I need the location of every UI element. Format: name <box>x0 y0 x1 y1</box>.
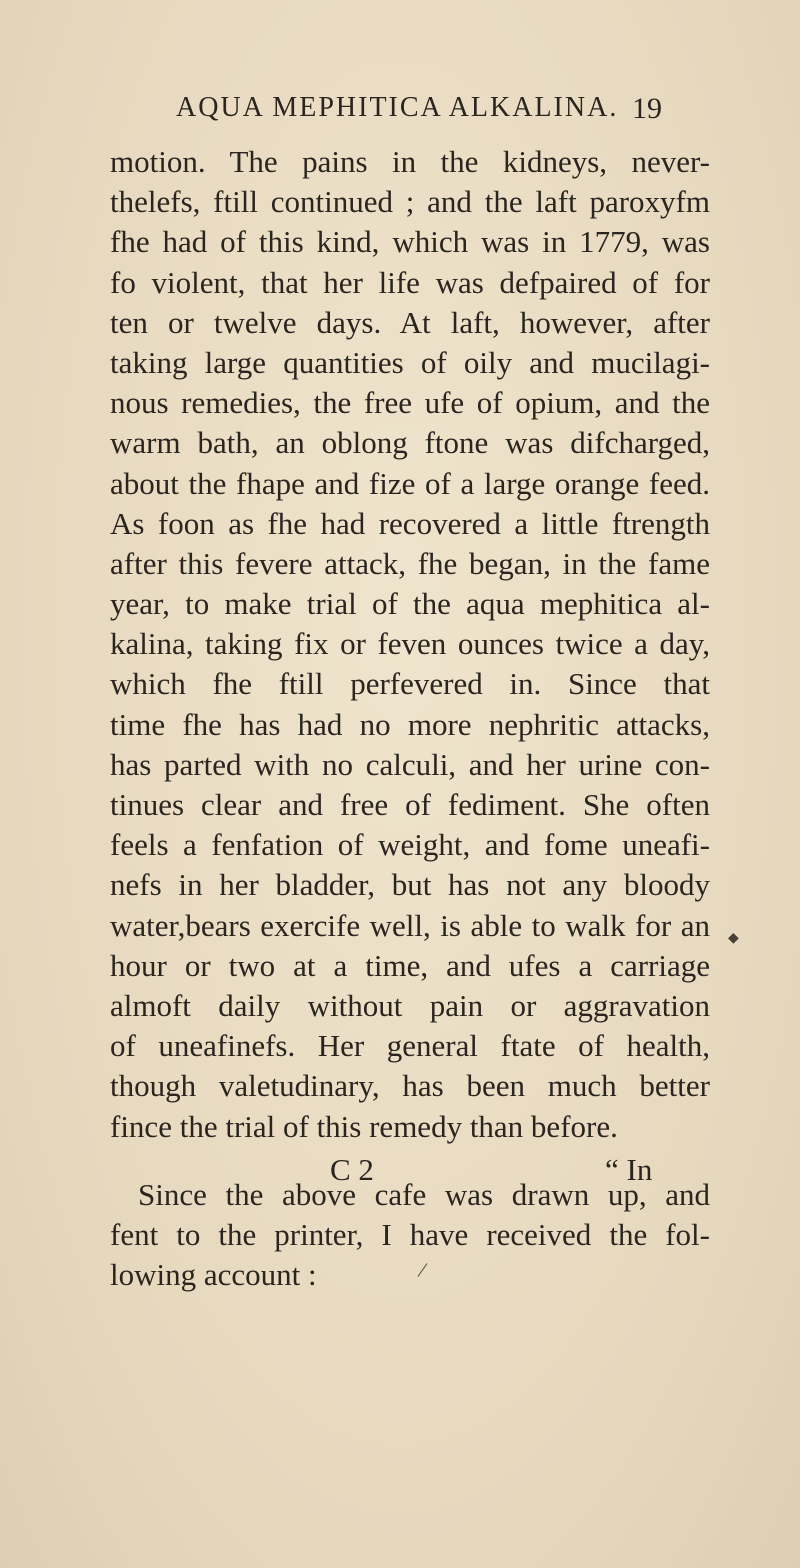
text-line: fince the trial of this remedy than before. <box>110 1108 618 1144</box>
page-footer <box>110 1152 710 1196</box>
text-line: Since the above cafe was drawn up, and <box>138 1176 710 1212</box>
catchword: “ In <box>605 1152 653 1187</box>
text-line: has parted with no calculi, and her urine con- <box>110 746 710 782</box>
text-line: hour or two at a time, and ufes a carriage <box>110 947 710 983</box>
text-line: thelefs, ftill continued ; and the laft paroxyfm <box>110 184 710 220</box>
text-line: As foon as fhe had recovered a little ftrength <box>110 505 710 541</box>
text-line: which fhe ftill perfevered in. Since that <box>110 666 710 702</box>
text-line: of uneafinefs. Her general ftate of health, <box>110 1028 710 1064</box>
text-line: ten or twelve days. At laft, however, after <box>110 304 710 340</box>
text-line: almoft daily without pain or aggravation <box>110 987 710 1023</box>
text-line: nefs in her bladder, but has not any bloody <box>110 867 710 903</box>
text-line: about the fhape and fize of a large orange feed. <box>110 465 710 501</box>
page-number: 19 <box>632 92 662 125</box>
text-line: time fhe has had no more nephritic attacks, <box>110 706 710 742</box>
body-text <box>110 142 710 1295</box>
text-line: kalina, taking fix or feven ounces twice a day, <box>110 626 710 662</box>
text-line: fo violent, that her life was defpaired of for <box>110 264 710 300</box>
paragraph-1 <box>110 142 710 1147</box>
text-line: after this fevere attack, fhe began, in the fame <box>110 545 710 581</box>
text-line: taking large quantities of oily and mucilagi- <box>110 344 710 380</box>
text-line: water,bears exercife well, is able to walk for an <box>110 907 710 943</box>
text-line: warm bath, an oblong ftone was difcharged, <box>110 425 710 461</box>
margin-mark-icon: ◆ <box>728 931 739 946</box>
text-line: year, to make trial of the aqua mephitica al- <box>110 586 710 622</box>
text-line: feels a fenfation of weight, and fome uneafi- <box>110 827 710 863</box>
text-line: though valetudinary, has been much better <box>110 1068 710 1104</box>
text-line: motion. The pains in the kidneys, never- <box>110 144 710 179</box>
running-head: AQUA MEPHITICA ALKALINA. <box>176 92 619 123</box>
text-line: tinues clear and free of fediment. She often <box>110 787 710 822</box>
text-line: nous remedies, the free ufe of opium, and the <box>110 385 710 421</box>
text-line: lowing account : <box>110 1257 317 1293</box>
text-line: fhe had of this kind, which was in 1779, was <box>110 224 710 260</box>
signature-mark: C 2 <box>330 1152 374 1187</box>
text-line: fent to the printer, I have received the fol- <box>110 1216 710 1252</box>
